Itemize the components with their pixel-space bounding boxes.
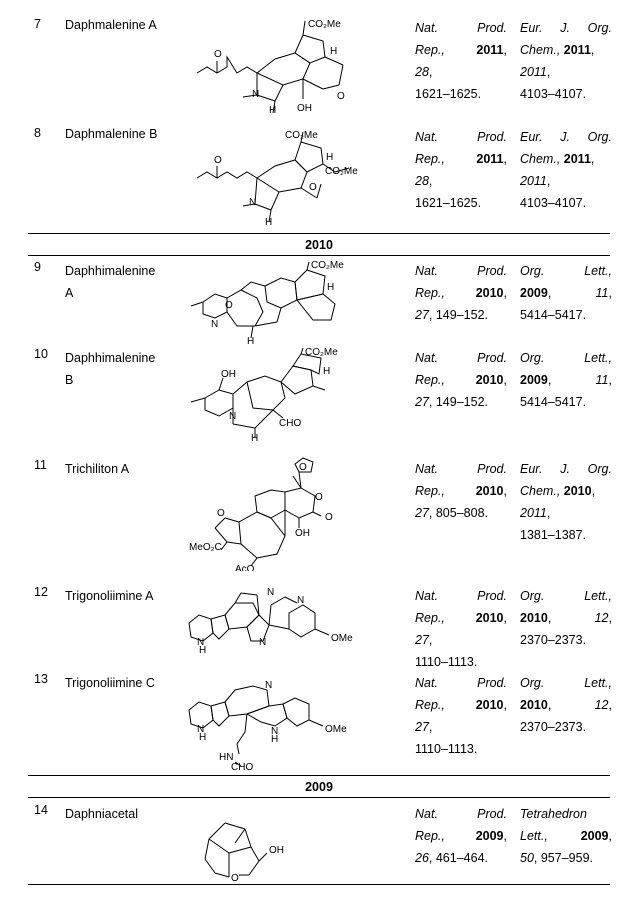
compound-number: 12	[34, 585, 48, 599]
ether-o-label: O	[309, 182, 317, 193]
lactone-o-label: O	[315, 492, 323, 503]
carbonyl-o-label: O	[214, 49, 222, 60]
reference-review: Nat. Prod. Rep., 2010, 27, 1110–1113.	[415, 676, 507, 756]
table-bottom-rule	[28, 884, 610, 885]
reference-primary: Org. Lett., 2009, 11, 5414–5417.	[520, 351, 612, 409]
nitrogen-label-3: N	[259, 637, 267, 648]
hn-label: HN	[219, 752, 234, 763]
h-label-bottom: H	[251, 433, 259, 441]
structure-daphhimalenine-a	[185, 260, 355, 345]
nh-n-label-2: N	[271, 726, 279, 737]
nitrogen-label: N	[229, 411, 237, 422]
structure-daphmalenine-a	[185, 13, 355, 113]
co2me-label: CO₂Me	[311, 260, 344, 271]
cho-label: CHO	[279, 418, 302, 429]
ketone-o-label: O	[225, 300, 233, 311]
structure-trichiliton-a	[185, 456, 360, 571]
ome-label: OMe	[325, 724, 347, 735]
reference-primary: Eur. J. Org. Chem., 2011, 2011, 4103–4107.	[520, 130, 612, 210]
h-label: H	[327, 282, 335, 293]
carbonyl-o-label: O	[214, 155, 222, 166]
ome-label: OMe	[331, 633, 353, 644]
oh-label: OH	[297, 103, 312, 113]
cho-label: CHO	[231, 762, 254, 770]
reference-primary: Eur. J. Org. Chem., 2010, 2011, 1381–1387.	[520, 462, 612, 542]
nitrogen-label: N	[211, 319, 219, 330]
compound-name: Trichiliton A	[65, 462, 130, 476]
h-label-bottom: H	[269, 105, 277, 113]
reference-primary: Org. Lett., 2010, 12, 2370–2373.	[520, 676, 612, 734]
compound-name: Daphhimalenine A	[65, 264, 156, 300]
h-label-bottom: H	[247, 336, 255, 345]
oh-label: OH	[221, 369, 236, 380]
compound-number: 9	[34, 260, 41, 274]
nh-n-label: N	[197, 724, 205, 735]
ketone-o-label: O	[217, 508, 225, 519]
nitrogen-label: N	[252, 89, 260, 100]
co2me-label: CO₂Me	[305, 347, 338, 358]
co2me-label: CO₂Me	[285, 130, 318, 141]
structure-daphmalenine-b	[185, 126, 360, 226]
nh-n-label: N	[197, 637, 205, 648]
compound-name: Daphhimalenine B	[65, 351, 156, 387]
compound-name: Daphniacetal	[65, 807, 138, 821]
structure-trigonoliimine-a	[185, 583, 360, 663]
year-heading-2010: 2010	[305, 238, 333, 252]
co2me-label-side: CO₂Me	[325, 166, 358, 177]
reference-review: Nat. Prod. Rep., 2011, 28, 1621–1625.	[415, 130, 507, 210]
structure-daphniacetal	[195, 813, 305, 893]
compound-name: Trigonoliimine C	[65, 676, 155, 690]
imine-n-label: N	[265, 680, 273, 691]
carbonyl-o-label: O	[325, 512, 333, 523]
section-rule	[28, 775, 610, 776]
reference-primary: Tetrahedron Lett., 2009, 50, 957–959.	[520, 807, 612, 865]
reference-review: Nat. Prod. Rep., 2010, 27, 805–808.	[415, 462, 507, 520]
nh-h-label: H	[199, 645, 207, 656]
h-label-bottom: H	[265, 217, 273, 226]
year-heading-2009: 2009	[305, 780, 333, 794]
aco-label: AcO	[235, 564, 255, 571]
lactone-o-label: O	[337, 91, 345, 102]
furan-o-label: O	[299, 462, 307, 473]
compound-name: Daphmalenine A	[65, 18, 157, 32]
nh-h-label: H	[199, 732, 207, 743]
structure-daphhimalenine-b	[185, 346, 355, 441]
nitrogen-label: N	[267, 587, 275, 598]
compound-number: 13	[34, 672, 48, 686]
ring-o-label: O	[231, 873, 239, 884]
compound-name: Daphmalenine B	[65, 127, 158, 141]
reference-primary: Org. Lett., 2010, 12, 2370–2373.	[520, 589, 612, 647]
section-rule	[28, 255, 610, 256]
nitrogen-label: N	[249, 197, 257, 208]
compound-number: 8	[34, 126, 41, 140]
reference-review: Nat. Prod. Rep., 2010, 27, 149–152.	[415, 351, 507, 409]
compound-number: 10	[34, 347, 48, 361]
reference-review: Nat. Prod. Rep., 2011, 28, 1621–1625.	[415, 21, 507, 101]
h-label: H	[326, 152, 334, 163]
oh-label: OH	[295, 528, 310, 539]
nitrogen-label-2: N	[297, 595, 305, 606]
h-label: H	[323, 366, 331, 377]
compound-number: 14	[34, 803, 48, 817]
structure-trigonoliimine-c	[185, 670, 360, 770]
section-rule	[28, 797, 610, 798]
oh-label: OH	[269, 845, 284, 856]
reference-primary: Eur. J. Org. Chem., 2011, 2011, 4103–4107.	[520, 21, 612, 101]
compound-number: 11	[34, 458, 47, 472]
co2me-label: CO₂Me	[308, 19, 341, 30]
reference-review: Nat. Prod. Rep., 2010, 27, 149–152.	[415, 264, 507, 322]
compound-name: Trigonoliimine A	[65, 589, 154, 603]
meo2c-label: MeO₂C	[189, 542, 222, 553]
compound-number: 7	[34, 17, 41, 31]
section-rule	[28, 233, 610, 234]
nh-h-label-2: H	[271, 734, 279, 745]
h-label: H	[330, 46, 338, 57]
reference-review: Nat. Prod. Rep., 2010, 27, 1110–1113.	[415, 589, 507, 669]
reference-primary: Org. Lett., 2009, 11, 5414–5417.	[520, 264, 612, 322]
reference-review: Nat. Prod. Rep., 2009, 26, 461–464.	[415, 807, 507, 865]
